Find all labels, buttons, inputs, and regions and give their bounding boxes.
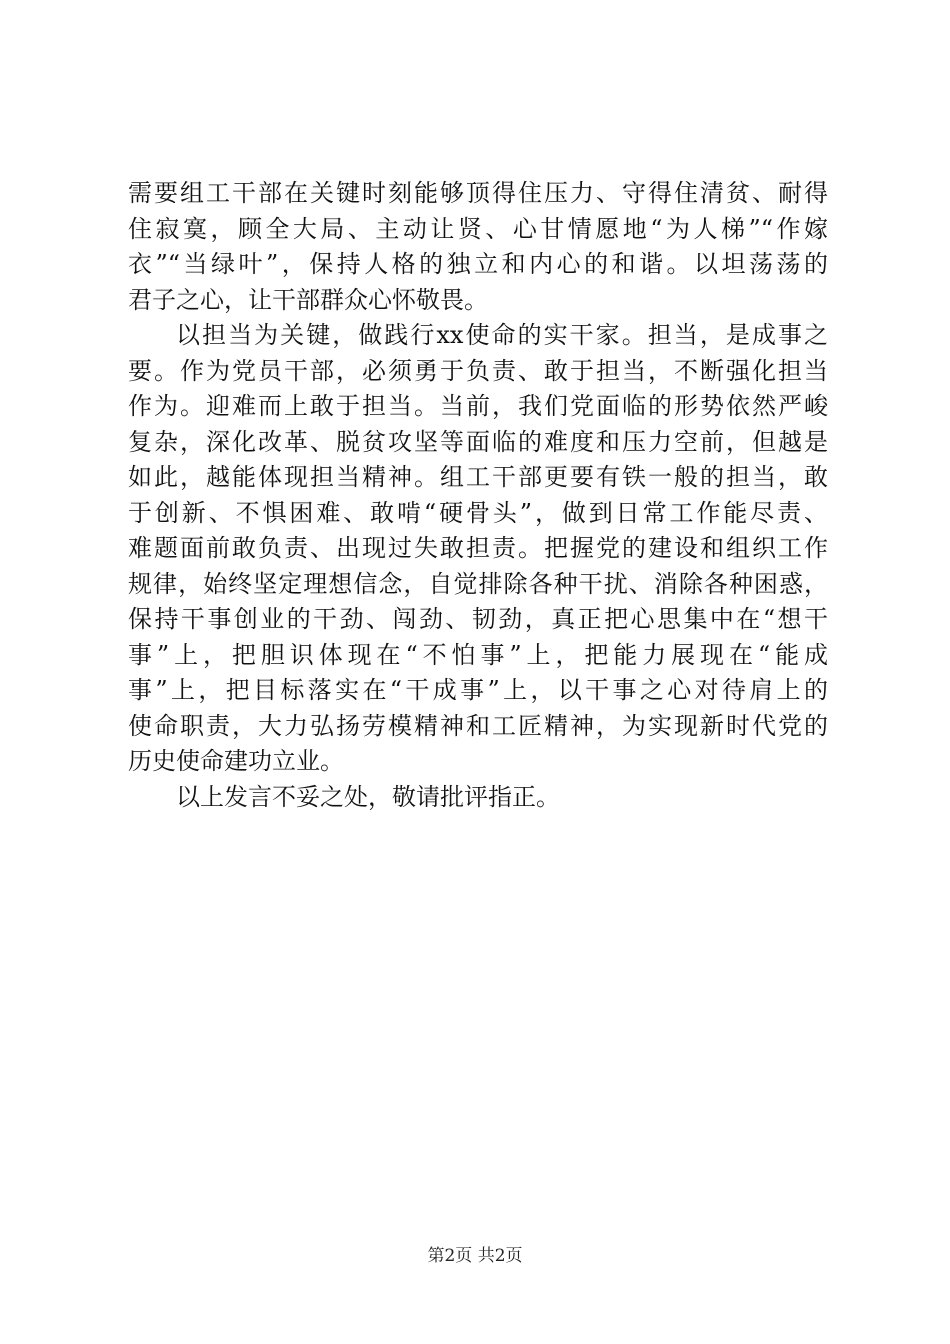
text-line: 保持干事创业的干劲、闯劲、韧劲，真正把心思集中在“想干 — [128, 605, 828, 633]
text-line: 规律，始终坚定理想信念，自觉排除各种干扰、消除各种困惑， — [128, 569, 828, 598]
text-line: 如此，越能体现担当精神。组工干部更要有铁一般的担当，敢 — [128, 463, 828, 491]
text-line: 以担当为关键，做践行xx使命的实干家。担当，是成事之 — [176, 321, 828, 349]
text-line: 需要组工干部在关键时刻能够顶得住压力、守得住清贫、耐得 — [128, 179, 828, 207]
text-line: 作为。迎难而上敢于担当。当前，我们党面临的形势依然严峻 — [128, 392, 828, 420]
text-line: 事”上，把目标落实在“干成事”上，以干事之心对待肩上的 — [128, 676, 828, 704]
text-line: 历史使命建功立业。 — [128, 747, 344, 775]
text-line: 于创新、不惧困难、敢啃“硬骨头”，做到日常工作能尽责、 — [128, 498, 828, 527]
text-line: 住寂寞，顾全大局、主动让贤、心甘情愿地“为人梯”“作嫁 — [128, 214, 828, 243]
document-body — [128, 176, 828, 815]
page-number-footer: 第2页 共2页 — [427, 1246, 523, 1266]
text-line: 事”上，把胆识体现在“不怕事”上，把能力展现在“能成 — [128, 640, 828, 669]
text-line: 使命职责，大力弘扬劳模精神和工匠精神，为实现新时代党的 — [128, 711, 828, 740]
text-line: 衣”“当绿叶”，保持人格的独立和内心的和谐。以坦荡荡的 — [128, 250, 828, 278]
text-line: 难题面前敢负责、出现过失敢担责。把握党的建设和组织工作 — [128, 534, 828, 562]
text-line: 复杂，深化改革、脱贫攻坚等面临的难度和压力空前，但越是 — [128, 427, 828, 456]
text-line: 君子之心，让干部群众心怀敬畏。 — [128, 285, 488, 314]
text-line: 以上发言不妥之处，敬请批评指正。 — [176, 782, 560, 811]
text-line: 要。作为党员干部，必须勇于负责、敢于担当，不断强化担当 — [128, 356, 828, 385]
